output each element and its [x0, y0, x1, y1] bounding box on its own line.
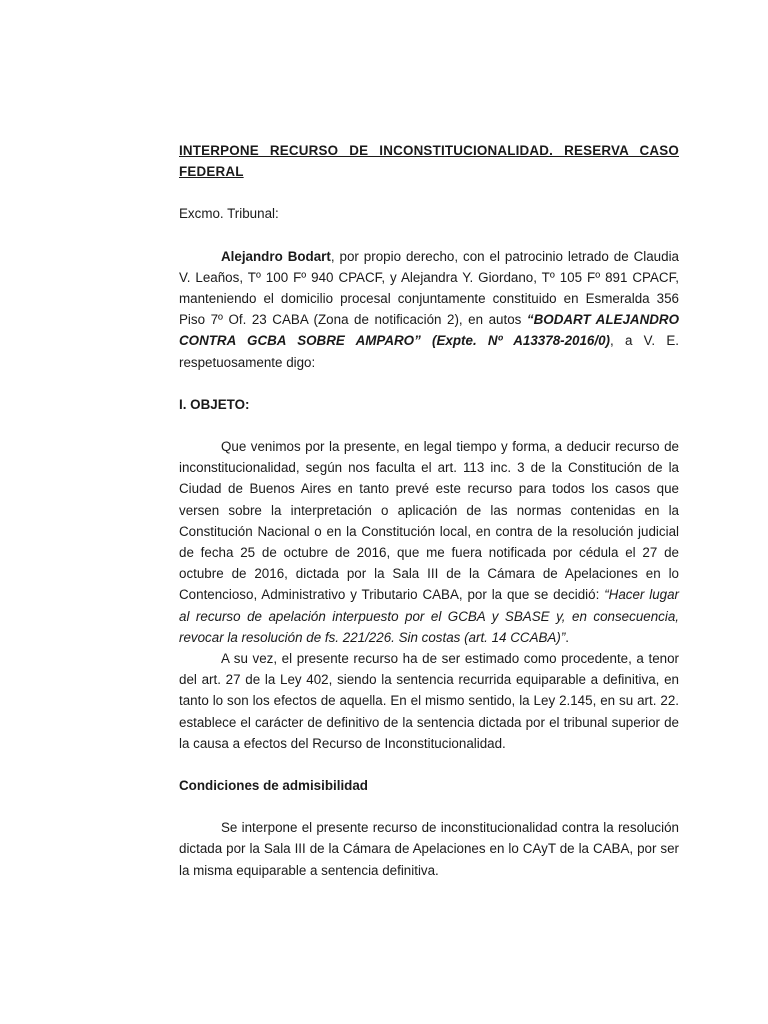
document-title: INTERPONE RECURSO DE INCONSTITUCIONALIDAD. RESERVA CASO FEDERAL — [179, 143, 679, 180]
spacer — [179, 754, 679, 775]
document-page — [179, 140, 679, 881]
intro-paragraph — [179, 246, 679, 373]
intro-text-2: , a V. E. respetuosamente digo: — [179, 333, 679, 370]
resolution-quote: “Hacer lugar al recurso de apelación interpuesto por el GCBA y SBASE y, en consecuencia, revocar la resolución de fs. 221/226. Sin costas (art. 14 CCABA)” — [179, 587, 679, 645]
spacer — [179, 796, 679, 817]
objeto-paragraph-1-end: . — [565, 629, 570, 645]
objeto-paragraph-1 — [179, 436, 679, 648]
spacer — [179, 182, 679, 203]
condiciones-paragraph-1: Se interpone el presente recurso de inconstitucionalidad contra la resolución dictada por la Sala III de la Cámara de Apelaciones en lo CAyT de la CABA, por ser la misma equiparable a sentencia definitiva. — [179, 820, 679, 878]
spacer — [179, 225, 679, 246]
case-title: “BODART ALEJANDRO CONTRA GCBA SOBRE AMPARO” (Expte. Nº A13378-2016/0) — [179, 312, 679, 349]
section-heading-objeto: I. OBJETO: — [179, 396, 250, 412]
spacer — [179, 415, 679, 436]
objeto-paragraph-2: A su vez, el presente recurso ha de ser estimado como procedente, a tenor del art. 27 de la Ley 402, siendo la sentencia recurrida equiparable a definitiva, en tanto lo son los efectos de aquella. En el mismo sentido, la Ley 2.145, en su art. 22. establece el carácter de definitivo de la sentencia dictada por el tribunal superior de la causa a efectos del Recurso de Inconstitucionalidad. — [179, 651, 679, 751]
spacer — [179, 373, 679, 394]
salutation: Excmo. Tribunal: — [179, 206, 279, 222]
intro-text-1: , por propio derecho, con el patrocinio letrado de Claudia V. Leaños, Tº 100 Fº 940 CPACF, y Alejandra Y. Giordano, Tº 105 Fº 891 CPACF, manteniendo el domicilio procesal conjuntamente constituido en Esmeralda 356 Piso 7º Of. 23 CABA (Zona de notificación 2), en autos — [179, 248, 679, 328]
section-heading-condiciones: Condiciones de admisibilidad — [179, 778, 368, 794]
objeto-paragraph-1-text: Que venimos por la presente, en legal tiempo y forma, a deducir recurso de inconstitucionalidad, según nos faculta el art. 113 inc. 3 de la Constitución de la Ciudad de Buenos Aires en tanto prevé este recurso para todos los casos que versen sobre la interpretación o aplicación de las normas contenidas en la Constitución Nacional o en la Constitución local, en contra de la resolución judicial de fecha 25 de octubre de 2016, que me fuera notificada por cédula el 27 de octubre de 2016, dictada por la Sala III de la Cámara de Apelaciones en lo Contencioso, Administrativo y Tributario CABA, por la que se decidió: — [179, 439, 679, 603]
petitioner-name: Alejandro Bodart — [221, 248, 331, 264]
